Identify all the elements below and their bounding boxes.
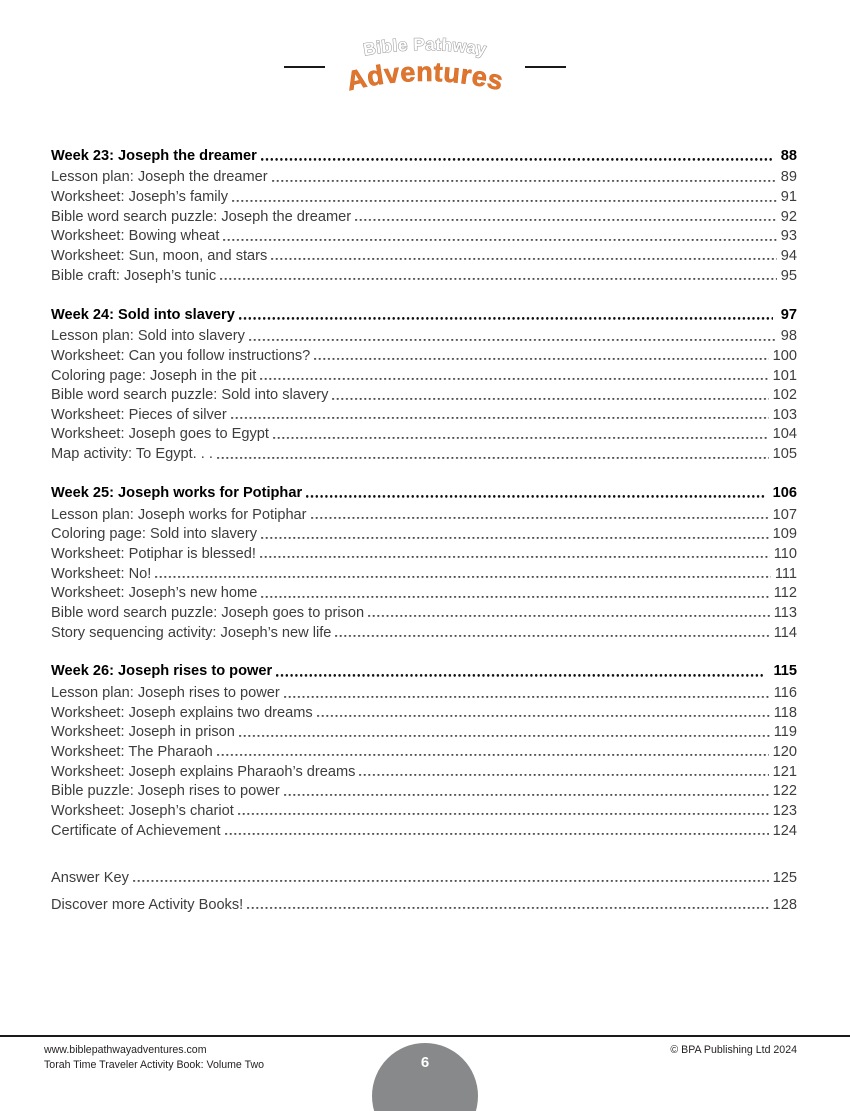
dot-leader	[217, 742, 769, 762]
logo-right-rule	[525, 66, 566, 68]
footer-book-title: Torah Time Traveler Activity Book: Volume Two	[44, 1059, 265, 1071]
toc-entry-page-number: 95	[780, 267, 797, 284]
dot-leader	[311, 505, 769, 525]
toc-entry-label: Worksheet: Joseph’s chariot	[51, 802, 234, 819]
toc-entry	[51, 524, 797, 544]
dot-leader	[249, 326, 777, 346]
toc-entry-label: Bible word search puzzle: Sold into slavery	[51, 387, 329, 404]
dot-leader	[335, 623, 769, 643]
toc-entry-page-number: 123	[772, 802, 797, 819]
toc-entry-label: Map activity: To Egypt. . .	[51, 446, 213, 463]
toc-entry-label: Lesson plan: Joseph rises to power	[51, 685, 280, 702]
footer-website: www.biblepathwayadventures.com	[44, 1044, 207, 1056]
toc-entry-page-number: 112	[773, 585, 797, 602]
toc-entry	[51, 544, 797, 564]
toc-entry-label: Coloring page: Joseph in the pit	[51, 367, 257, 384]
toc-entry-label: Bible word search puzzle: Joseph goes to prison	[51, 604, 365, 621]
toc-section-heading-label: Week 25: Joseph works for Potiphar	[51, 485, 303, 502]
toc-entry	[51, 603, 797, 623]
toc-entry	[51, 187, 797, 207]
toc-entry	[51, 444, 797, 464]
dot-leader	[332, 385, 768, 405]
toc-entry-page-number: 111	[774, 565, 797, 582]
toc-entry-page-number: 104	[772, 426, 797, 443]
toc-section-heading	[51, 305, 797, 325]
dot-leader	[231, 405, 769, 425]
toc-entry	[51, 366, 797, 386]
dot-leader	[155, 564, 771, 584]
logo-left-rule	[284, 66, 325, 68]
toc-entry	[51, 246, 797, 266]
toc-section-heading-page-number: 97	[780, 306, 797, 323]
toc-section-heading-label: Week 26: Joseph rises to power	[51, 663, 273, 680]
toc-entry	[51, 703, 797, 723]
toc-entry-label: Worksheet: Pieces of silver	[51, 406, 227, 423]
dot-leader	[220, 266, 777, 286]
toc-entry-label: Certificate of Achievement	[51, 822, 221, 839]
toc-entry-page-number: 102	[772, 387, 797, 404]
dot-leader	[284, 781, 769, 801]
toc-section-heading	[51, 483, 797, 503]
dot-leader	[273, 425, 769, 445]
toc-entry-page-number: 114	[773, 624, 797, 641]
toc-entry-label: Bible craft: Joseph’s tunic	[51, 267, 217, 284]
toc-entry	[51, 723, 797, 743]
toc-entry-label: Worksheet: The Pharaoh	[51, 744, 213, 760]
toc-entry	[51, 781, 797, 801]
toc-extra-entry	[51, 895, 797, 915]
toc-entry-page-number: 98	[780, 328, 797, 345]
toc-entry-page-number: 89	[780, 169, 797, 186]
toc-entry-page-number: 118	[773, 704, 797, 721]
toc-entry-label: Story sequencing activity: Joseph’s new life	[51, 624, 332, 641]
page-number-badge	[372, 1043, 478, 1111]
toc-entry-label: Coloring page: Sold into slavery	[51, 526, 258, 543]
toc-entry-page-number: 101	[772, 367, 797, 384]
table-of-contents	[51, 146, 797, 915]
dot-leader	[306, 483, 765, 503]
dot-leader	[317, 703, 770, 723]
logo-artwork	[334, 30, 516, 100]
dot-leader	[368, 603, 770, 623]
toc-entry-page-number: 119	[773, 724, 797, 741]
toc-section-heading-page-number: 88	[780, 147, 797, 164]
dot-leader	[247, 895, 768, 915]
toc-entry-page-number: 124	[772, 822, 797, 839]
toc-entry-page-number: 109	[772, 526, 797, 543]
dot-leader	[232, 187, 777, 207]
toc-entry-label: Lesson plan: Joseph the dreamer	[51, 169, 268, 186]
toc-entry-label: Worksheet: Can you follow instructions?	[51, 347, 311, 364]
toc-entry-page-number: 122	[772, 783, 797, 800]
dot-leader	[276, 662, 765, 682]
toc-entry-page-number: 116	[773, 685, 797, 702]
toc-extra-entry-label: Answer Key	[51, 869, 129, 886]
toc-entry-label: Lesson plan: Sold into slavery	[51, 328, 245, 345]
dot-leader	[223, 227, 776, 247]
toc-entry-page-number: 100	[772, 347, 797, 364]
dot-leader	[284, 683, 770, 703]
toc-section-heading-label: Week 23: Joseph the dreamer	[51, 147, 257, 164]
toc-entry-label: Worksheet: Joseph in prison	[51, 724, 235, 741]
logo-text-adventures: Adventures	[343, 56, 507, 97]
dot-leader	[238, 801, 769, 821]
page-number: 6	[420, 1054, 430, 1071]
toc-entry	[51, 623, 797, 643]
toc-entry	[51, 683, 797, 703]
toc-entry-label: Worksheet: Joseph’s family	[51, 189, 229, 206]
toc-entry-page-number: 103	[772, 406, 797, 423]
footer-left-block	[44, 1043, 264, 1073]
toc-section-heading-page-number: 106	[772, 485, 797, 502]
toc-entry-label: Worksheet: Joseph goes to Egypt	[51, 426, 269, 443]
toc-entry-page-number: 121	[772, 763, 797, 780]
logo-text-bible-pathway: Bible Pathway	[362, 34, 489, 60]
toc-entry	[51, 762, 797, 782]
dot-leader	[261, 146, 773, 166]
toc-entry-label: Worksheet: Bowing wheat	[51, 228, 220, 245]
toc-extra-entry-page-number: 125	[772, 869, 797, 886]
dot-leader	[217, 444, 769, 464]
dot-leader	[355, 207, 777, 227]
toc-entry-label: Lesson plan: Joseph works for Potiphar	[51, 506, 307, 523]
toc-entry	[51, 326, 797, 346]
dot-leader	[271, 246, 776, 266]
toc-entry	[51, 168, 797, 188]
toc-entry-label: Bible puzzle: Joseph rises to power	[51, 783, 280, 800]
toc-entry-page-number: 91	[780, 189, 797, 206]
toc-entry-label: Worksheet: Potiphar is blessed!	[51, 545, 256, 562]
toc-entry	[51, 207, 797, 227]
toc-entry	[51, 583, 797, 603]
toc-section-heading	[51, 146, 797, 166]
footer-copyright: © BPA Publishing Ltd 2024	[670, 1044, 797, 1056]
toc-entry-page-number: 110	[773, 545, 797, 562]
toc-entry	[51, 385, 797, 405]
footer-divider	[0, 1035, 850, 1037]
dot-leader	[314, 346, 768, 366]
toc-entry	[51, 405, 797, 425]
toc-entry	[51, 505, 797, 525]
toc-entry-label: Worksheet: Joseph explains Pharaoh’s dreams	[51, 763, 356, 780]
toc-extra-entry	[51, 868, 797, 888]
toc-entry-page-number: 120	[772, 744, 797, 760]
dot-leader	[261, 583, 769, 603]
dot-leader	[260, 366, 768, 386]
toc-section-heading-page-number: 115	[773, 663, 797, 680]
toc-entry	[51, 346, 797, 366]
toc-entry	[51, 266, 797, 286]
toc-section-heading-label: Week 24: Sold into slavery	[51, 306, 235, 323]
toc-extra-entry-label: Discover more Activity Books!	[51, 896, 244, 913]
toc-entry-page-number: 92	[780, 208, 797, 225]
toc-entry	[51, 564, 797, 584]
dot-leader	[239, 723, 770, 743]
toc-entry	[51, 742, 797, 762]
toc-entry	[51, 425, 797, 445]
toc-extra-entry-page-number: 128	[772, 896, 797, 913]
toc-entry-page-number: 94	[780, 248, 797, 265]
dot-leader	[260, 544, 770, 564]
toc-section-heading	[51, 662, 797, 682]
dot-leader	[261, 524, 769, 544]
toc-entry-page-number: 107	[772, 506, 797, 523]
dot-leader	[239, 305, 773, 325]
dot-leader	[133, 868, 769, 888]
toc-entry-page-number: 93	[780, 228, 797, 245]
logo	[0, 30, 850, 100]
toc-entry-page-number: 113	[773, 604, 797, 621]
dot-leader	[359, 762, 768, 782]
toc-entry-label: Worksheet: Joseph explains two dreams	[51, 704, 313, 721]
toc-entry	[51, 227, 797, 247]
toc-entry	[51, 801, 797, 821]
dot-leader	[225, 821, 769, 841]
toc-entry	[51, 821, 797, 841]
dot-leader	[272, 168, 777, 188]
toc-entry-label: Worksheet: No!	[51, 565, 152, 582]
toc-entry-label: Bible word search puzzle: Joseph the dreamer	[51, 208, 352, 225]
toc-entry-label: Worksheet: Joseph’s new home	[51, 585, 258, 602]
svg-text:Adventures	[344, 57, 507, 96]
toc-entry-label: Worksheet: Sun, moon, and stars	[51, 248, 268, 265]
toc-entry-page-number: 105	[772, 446, 797, 463]
svg-text:Bible Pathway	[362, 35, 488, 59]
